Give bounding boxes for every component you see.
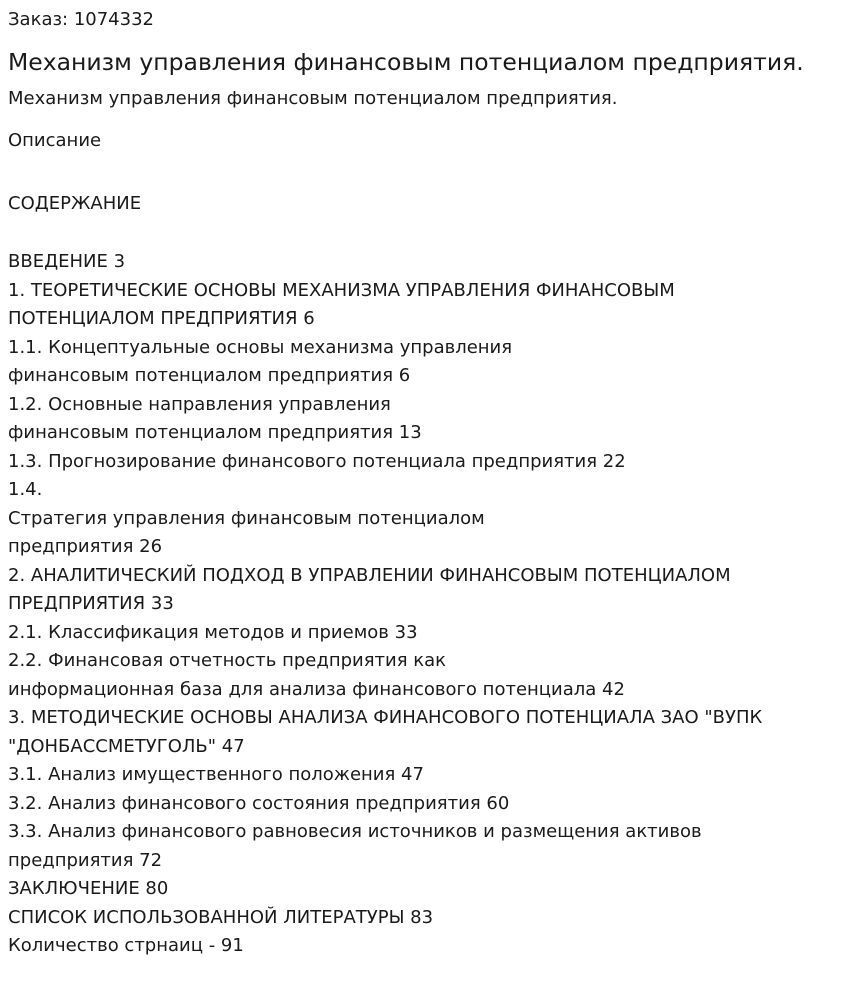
page-subtitle: Механизм управления финансовым потенциалом предприятия.: [8, 88, 618, 109]
toc-line: 1. ТЕОРЕТИЧЕСКИЕ ОСНОВЫ МЕХАНИЗМА УПРАВЛЕНИЯ ФИНАНСОВЫМ: [8, 279, 675, 301]
toc-line: 1.4.: [8, 479, 43, 500]
toc-line: ВВЕДЕНИЕ 3: [8, 251, 126, 272]
toc-line: 3.1. Анализ имущественного положения 47: [8, 764, 424, 785]
toc-line: 3.3. Анализ финансового равновесия источников и размещения активов: [8, 821, 702, 842]
toc-line: 3.2. Анализ финансового состояния предприятия 60: [8, 792, 510, 814]
toc-line: 1.3. Прогнозирование финансового потенциала предприятия 22: [8, 450, 626, 472]
order-number: Заказ: 1074332: [8, 9, 154, 30]
toc-line: финансовым потенциалом предприятия 13: [8, 422, 422, 443]
description-label: Описание: [8, 130, 102, 151]
toc-line: 3. МЕТОДИЧЕСКИЕ ОСНОВЫ АНАЛИЗА ФИНАНСОВОГО ПОТЕНЦИАЛА ЗАО "ВУПК: [8, 707, 763, 728]
toc-line: предприятия 26: [8, 536, 163, 557]
toc-line: информационная база для анализа финансового потенциала 42: [8, 678, 625, 700]
toc-line: 2.1. Классификация методов и приемов 33: [8, 621, 418, 643]
toc-line: Стратегия управления финансовым потенциалом: [8, 507, 485, 529]
toc-line: 1.2. Основные направления управления: [8, 393, 391, 415]
toc-heading: СОДЕРЖАНИЕ: [8, 193, 142, 214]
toc-line: 2.2. Финансовая отчетность предприятия как: [8, 650, 447, 671]
toc-line: ЗАКЛЮЧЕНИЕ 80: [8, 878, 169, 899]
toc-line: предприятия 72: [8, 849, 163, 871]
toc-line: 1.1. Концептуальные основы механизма управления: [8, 336, 513, 358]
toc-line: 2. АНАЛИТИЧЕСКИЙ ПОДХОД В УПРАВЛЕНИИ ФИНАНСОВЫМ ПОТЕНЦИАЛОМ: [8, 564, 731, 586]
page-title: Механизм управления финансовым потенциалом предприятия.: [8, 48, 804, 76]
toc-line: "ДОНБАССМЕТУГОЛЬ" 47: [8, 735, 245, 757]
toc-line: ПОТЕНЦИАЛОМ ПРЕДПРИЯТИЯ 6: [8, 308, 315, 329]
toc-line: финансовым потенциалом предприятия 6: [8, 365, 411, 386]
toc-line: ПРЕДПРИЯТИЯ 33: [8, 593, 174, 614]
toc-line: Количество стрнаиц - 91: [8, 935, 244, 956]
toc-line: СПИСОК ИСПОЛЬЗОВАННОЙ ЛИТЕРАТУРЫ 83: [8, 906, 434, 928]
table-of-contents: [8, 248, 762, 961]
